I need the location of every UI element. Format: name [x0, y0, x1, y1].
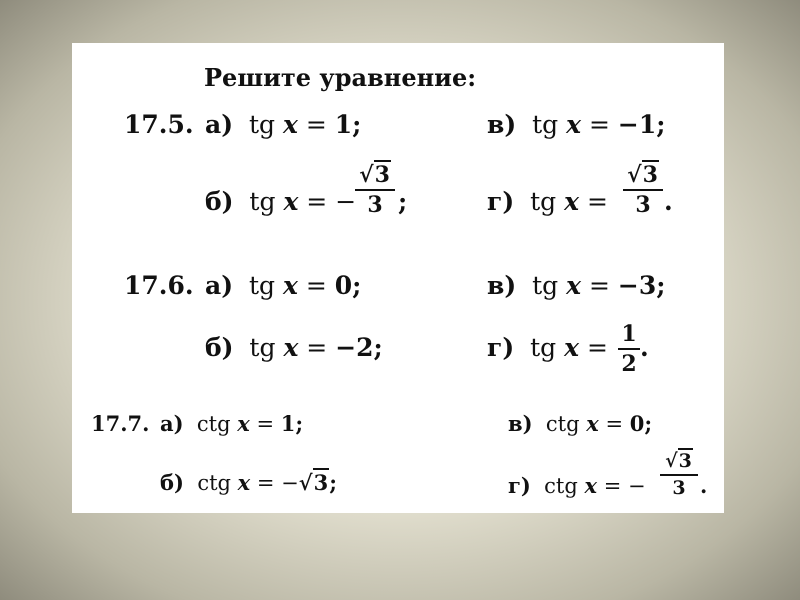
equals-sign: = [305, 271, 327, 300]
problem-17-6-a [205, 273, 361, 298]
right-hand-side: −3; [617, 271, 666, 300]
period: . [640, 333, 649, 362]
problem-17-5-v [487, 112, 665, 137]
sqrt-sign: √ [665, 450, 678, 472]
minus-sign: − [281, 471, 299, 495]
variable: x [282, 271, 298, 300]
sqrt-sign: √ [359, 162, 374, 188]
variable: x [564, 333, 579, 362]
period: . [700, 473, 708, 498]
equals-sign: = [588, 271, 610, 300]
equals-sign: = [256, 412, 275, 436]
variable: x [283, 333, 299, 362]
problem-17-7-g [508, 475, 646, 497]
variable: x [566, 110, 582, 139]
variable: x [237, 470, 251, 495]
variable: x [586, 411, 599, 436]
equals-sign: = [586, 187, 608, 216]
equals-sign: = [256, 471, 275, 495]
function-name: tg [248, 271, 275, 300]
function-name: tg [532, 110, 559, 139]
period: . [664, 187, 673, 216]
function-name: tg [530, 187, 557, 216]
fraction-sqrt3-over-3 [623, 164, 663, 216]
item-label: б) [205, 187, 234, 216]
radicand: 3 [374, 162, 390, 188]
radicand: 3 [313, 470, 329, 495]
function-name: tg [248, 110, 275, 139]
denominator: 3 [367, 192, 383, 218]
item-label: г) [508, 473, 531, 498]
item-label: б) [205, 333, 234, 362]
function-name: ctg [197, 471, 231, 495]
equals-sign: = [306, 333, 328, 362]
page-heading: Решите уравнение: [204, 63, 477, 92]
right-hand-side: 0; [629, 411, 653, 436]
problem-number-17-7: 17.7. [91, 411, 150, 436]
equals-sign: = [306, 187, 328, 216]
fraction-bar [355, 189, 395, 191]
right-hand-side: 1; [280, 411, 304, 436]
item-label: а) [160, 411, 184, 436]
problem-17-6-g [487, 335, 608, 360]
item-label: в) [487, 110, 517, 139]
function-name: ctg [544, 474, 578, 498]
equals-sign: = [305, 110, 327, 139]
variable: x [566, 271, 582, 300]
item-label: а) [205, 110, 234, 139]
semicolon: ; [329, 470, 337, 495]
fraction-bar [623, 189, 663, 191]
problem-number-17-5: 17.5. [124, 110, 194, 139]
semicolon: ; [398, 187, 408, 216]
problem-17-6-v [487, 273, 665, 298]
problem-17-7-b [160, 472, 337, 494]
problem-17-5-a [205, 112, 361, 137]
function-name: tg [532, 271, 559, 300]
right-hand-side: −2; [335, 333, 383, 362]
item-label: г) [487, 333, 515, 362]
function-name: tg [249, 187, 276, 216]
equals-sign: = [588, 110, 610, 139]
equals-sign: = [605, 412, 624, 436]
radicand: 3 [678, 450, 692, 472]
problem-17-7-a [160, 413, 303, 435]
denominator: 3 [635, 192, 651, 218]
denominator: 3 [672, 477, 686, 499]
problem-17-5-b [205, 189, 356, 214]
sqrt-sign: √ [627, 162, 642, 188]
fraction-sqrt3-over-3 [660, 452, 698, 498]
function-name: ctg [545, 412, 580, 436]
denominator: 2 [621, 351, 637, 377]
function-name: ctg [196, 412, 231, 436]
right-hand-side: 0; [334, 271, 362, 300]
minus-sign: − [335, 187, 357, 216]
item-label: в) [487, 271, 517, 300]
variable: x [282, 110, 298, 139]
variable: x [283, 187, 299, 216]
problem-17-5-g [487, 189, 608, 214]
function-name: tg [249, 333, 276, 362]
fraction-bar [660, 474, 698, 476]
equals-sign: = [586, 333, 608, 362]
function-name: tg [530, 333, 557, 362]
fraction-bar [618, 348, 640, 350]
sqrt-sign: √ [298, 470, 313, 495]
item-label: а) [205, 271, 234, 300]
problem-17-7-v [508, 413, 652, 435]
minus-sign: − [628, 474, 646, 498]
right-hand-side: −1; [617, 110, 666, 139]
numerator: 1 [621, 321, 637, 347]
equals-sign: = [603, 474, 622, 498]
problem-number-17-6: 17.6. [124, 271, 194, 300]
sqrt-expression [299, 472, 329, 493]
radicand: 3 [642, 162, 658, 188]
fraction-one-half [618, 323, 640, 375]
variable: x [564, 187, 579, 216]
item-label: б) [160, 470, 184, 495]
right-hand-side: 1; [334, 110, 362, 139]
variable: x [237, 411, 250, 436]
item-label: г) [487, 187, 515, 216]
variable: x [584, 473, 598, 498]
item-label: в) [508, 411, 533, 436]
fraction-sqrt3-over-3 [355, 164, 395, 216]
problem-17-6-b [205, 335, 383, 360]
